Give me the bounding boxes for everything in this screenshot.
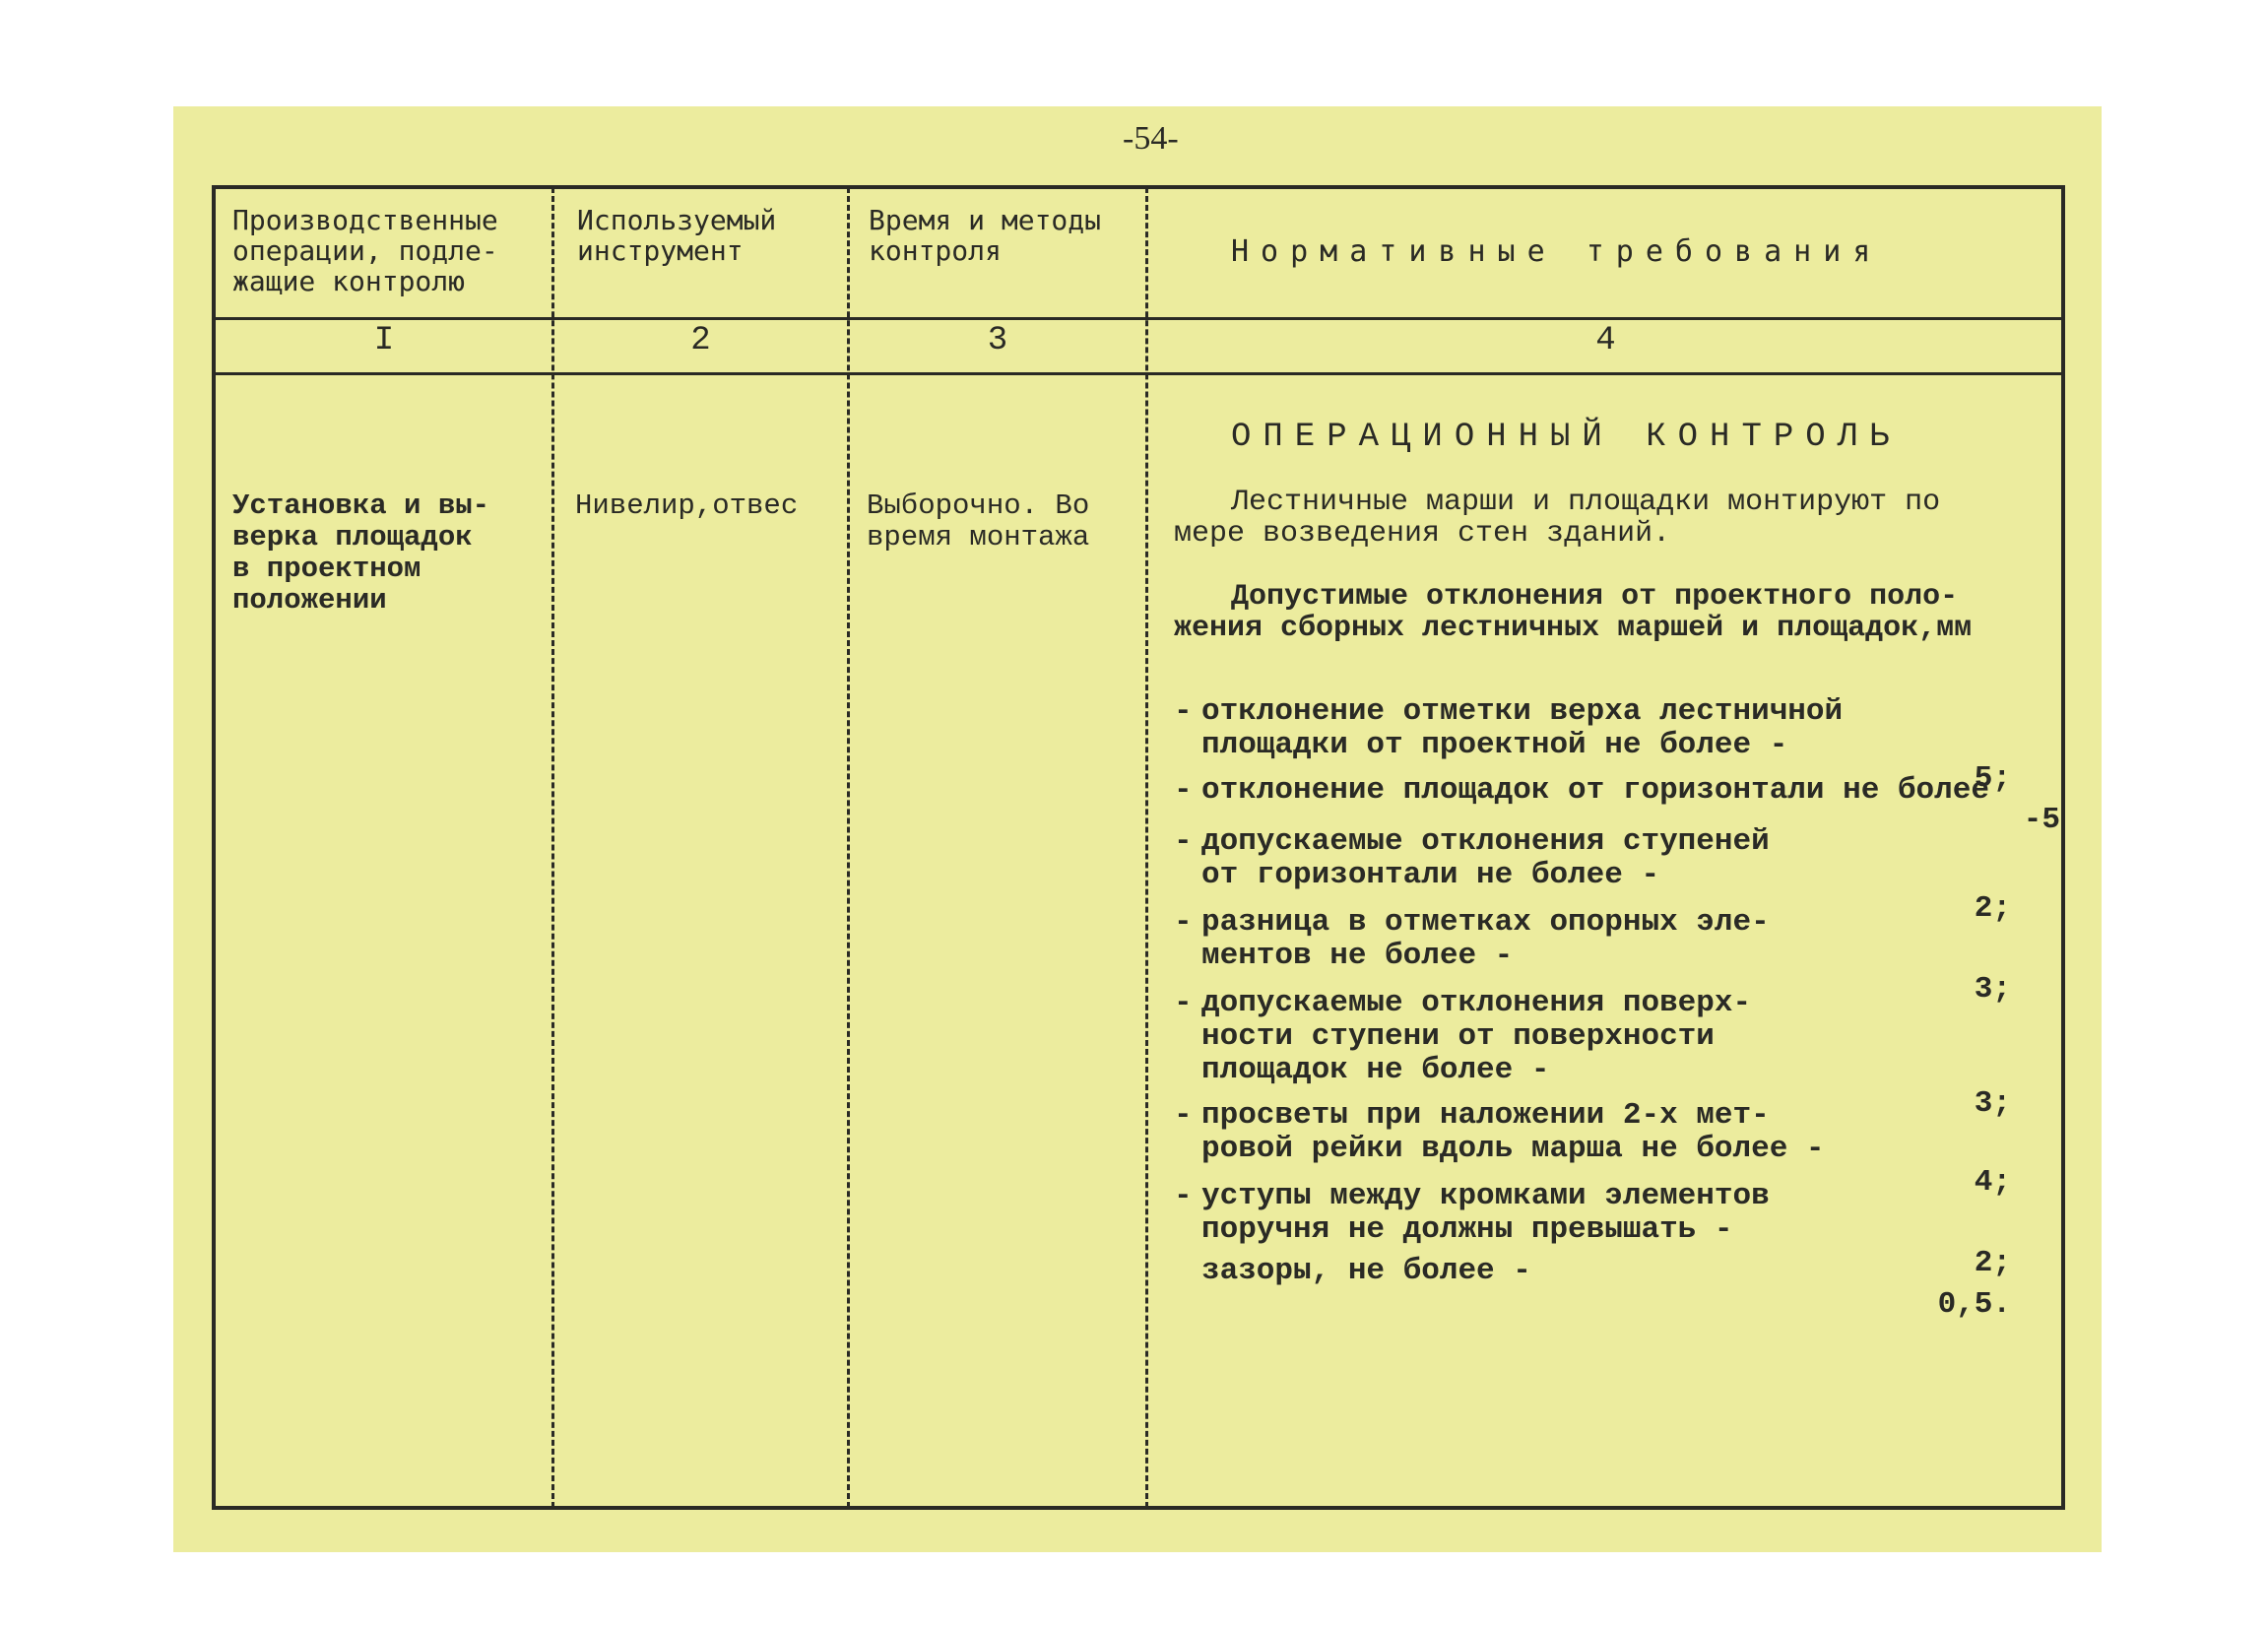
- page-number: -54-: [1123, 120, 1179, 157]
- bullet-dash: -: [1174, 986, 1193, 1020]
- requirement-value: -5: [2023, 803, 2060, 837]
- column-divider-1: [551, 187, 554, 1508]
- header-col-operations: Производственные операции, подле- жащие контролю: [232, 204, 498, 297]
- intro-paragraph-2: Допустимые отклонения от проектного поло- жения сборных лестничных маршей и площадок,мм: [1174, 580, 1973, 645]
- column-number-4: 4: [1595, 322, 1616, 359]
- bullet-dash: -: [1174, 773, 1193, 808]
- requirement-text: зазоры, не более -: [1201, 1254, 1531, 1288]
- column-number-1: I: [373, 322, 395, 359]
- requirement-text: просветы при наложении 2-х мет- ровой рейки вдоль марша не более -: [1201, 1098, 1825, 1166]
- requirement-text: допускаемые отклонения ступеней от горизонтали не более -: [1201, 824, 1770, 892]
- requirement-value: 2;: [1974, 1246, 2011, 1280]
- requirement-value: 5;: [1974, 761, 2011, 796]
- intro-paragraph-1: Лестничные марши и площадки монтируют по мере возведения стен зданий.: [1174, 486, 1941, 551]
- column-number-2: 2: [690, 322, 711, 359]
- column-number-3: 3: [987, 322, 1008, 359]
- bullet-dash: -: [1174, 824, 1193, 859]
- time-method-text: Выборочно. Во время монтажа: [867, 489, 1090, 554]
- operation-text: Установка и вы- верка площадок в проектном положении: [232, 489, 490, 617]
- header-rule: [212, 317, 2065, 320]
- section-title: ОПЕРАЦИОННЫЙ КОНТРОЛЬ: [1231, 419, 1902, 456]
- column-divider-3: [1145, 187, 1148, 1508]
- requirement-text: разница в отметках опорных эле- ментов не более -: [1201, 905, 1770, 973]
- requirement-item-8: [1174, 1221, 2011, 1322]
- column-divider-2: [847, 187, 850, 1508]
- requirement-text: отклонение отметки верха лестничной площадки от проектной не более -: [1201, 694, 1844, 762]
- bullet-dash: -: [1174, 694, 1193, 729]
- column-number-rule: [212, 372, 2065, 375]
- requirement-text: отклонение площадок от горизонтали не более: [1201, 773, 1989, 808]
- header-col-time-methods: Время и методы контроля: [869, 204, 1102, 267]
- bullet-dash: -: [1174, 1179, 1193, 1213]
- bullet-dash: -: [1174, 1098, 1193, 1133]
- requirement-value: 0,5.: [1937, 1287, 2011, 1322]
- header-col-requirements: Нормативные требования: [1231, 234, 1883, 269]
- instrument-text: Нивелир,отвес: [575, 489, 799, 522]
- requirement-value: 3;: [1974, 972, 2011, 1007]
- bullet-dash: -: [1174, 905, 1193, 940]
- requirement-value: 3;: [1974, 1086, 2011, 1121]
- requirement-text: допускаемые отклонения поверх- ности ступени от поверхности площадок не более -: [1201, 986, 1752, 1087]
- requirement-value: 2;: [1974, 891, 2011, 926]
- requirement-text: уступы между кромками элементов поручня не должны превышать -: [1201, 1179, 1770, 1247]
- requirement-value: 4;: [1974, 1165, 2011, 1200]
- header-col-instrument: Используемый инструмент: [577, 204, 777, 267]
